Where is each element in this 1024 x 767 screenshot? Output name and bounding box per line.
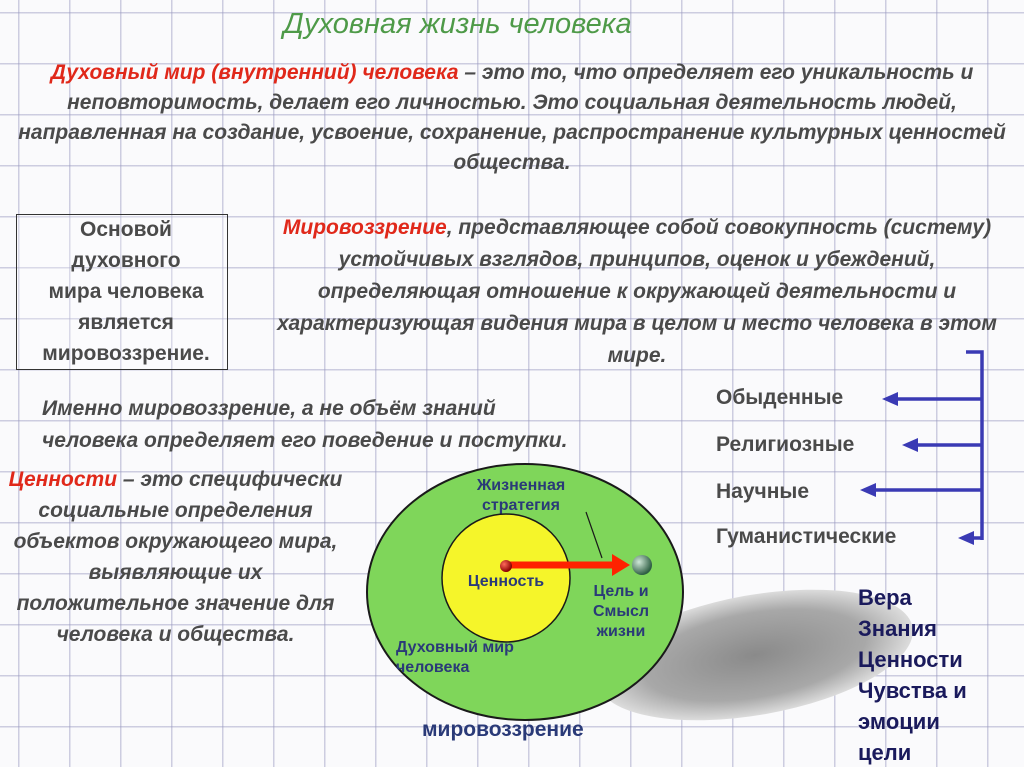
life-strategy-line-1: Жизненная [476, 477, 566, 494]
goal-line-2: Смысл [592, 603, 650, 620]
component-feelings: Чувства и [858, 678, 967, 703]
goal-label [582, 582, 660, 642]
spiritual-world-label [388, 638, 566, 678]
values-term: Ценности [8, 468, 118, 491]
statement-line-1: Именно мировоззрение, а не объём знаний [42, 397, 496, 420]
component-knowledge: Знания [858, 616, 937, 641]
diagram-caption: мировоззрение [422, 718, 584, 741]
component-faith: Вера [858, 585, 912, 610]
spiritual-world-line-2: человека [396, 659, 470, 676]
worldview-term: Мировоззрение [282, 216, 447, 239]
goal-line-1: Цель и [593, 583, 649, 600]
spiritual-world-line-1: Духовный мир [396, 639, 514, 656]
component-emotions: эмоции [858, 709, 940, 734]
goal-line-3: жизни [596, 623, 646, 640]
type-scientific: Научные [716, 480, 810, 503]
life-strategy-label [456, 476, 586, 516]
type-ordinary: Обыденные [716, 386, 844, 409]
definition-term: Духовный мир (внутренний) человека [50, 61, 459, 84]
basis-line-4: является [78, 311, 174, 334]
basis-line-5: мировоззрение. [42, 342, 210, 365]
page-title: Духовная жизнь человека [283, 8, 632, 40]
basis-line-2: духовного [71, 249, 181, 272]
component-values: Ценности [858, 647, 963, 672]
components-list [858, 582, 1018, 767]
value-label: Ценность [467, 573, 545, 590]
type-humanistic: Гуманистические [716, 525, 897, 548]
value-dot [500, 560, 512, 572]
basis-line-3: мира человека [48, 280, 204, 303]
basis-line-1: Основой [80, 218, 172, 241]
component-goals: цели [858, 740, 912, 765]
values-text: – это специфически социальные определения объектов окружающего мира, выявляющие их положительное значение для человека и общества. [13, 468, 343, 646]
goal-ball [632, 555, 652, 575]
life-strategy-line-2: стратегия [482, 497, 560, 514]
definition-text: – это то, что определяет его уникальность и неповторимость, делает его личностью. Это социальная деятельность людей, направленная на создание, усвоение, сохранение, распространение культурных ценностей общества. [18, 61, 1006, 174]
statement-line-2: человека определяет его поведение и поступки. [42, 429, 568, 452]
worldview-text: , представляющее собой совокупность (систему) устойчивых взглядов, принципов, оценок и убеждений, определяющая отношение к окружающей деятельности и характеризующая видения мира в целом и место человека в этом мире. [277, 216, 997, 367]
type-religious: Религиозные [716, 433, 855, 456]
